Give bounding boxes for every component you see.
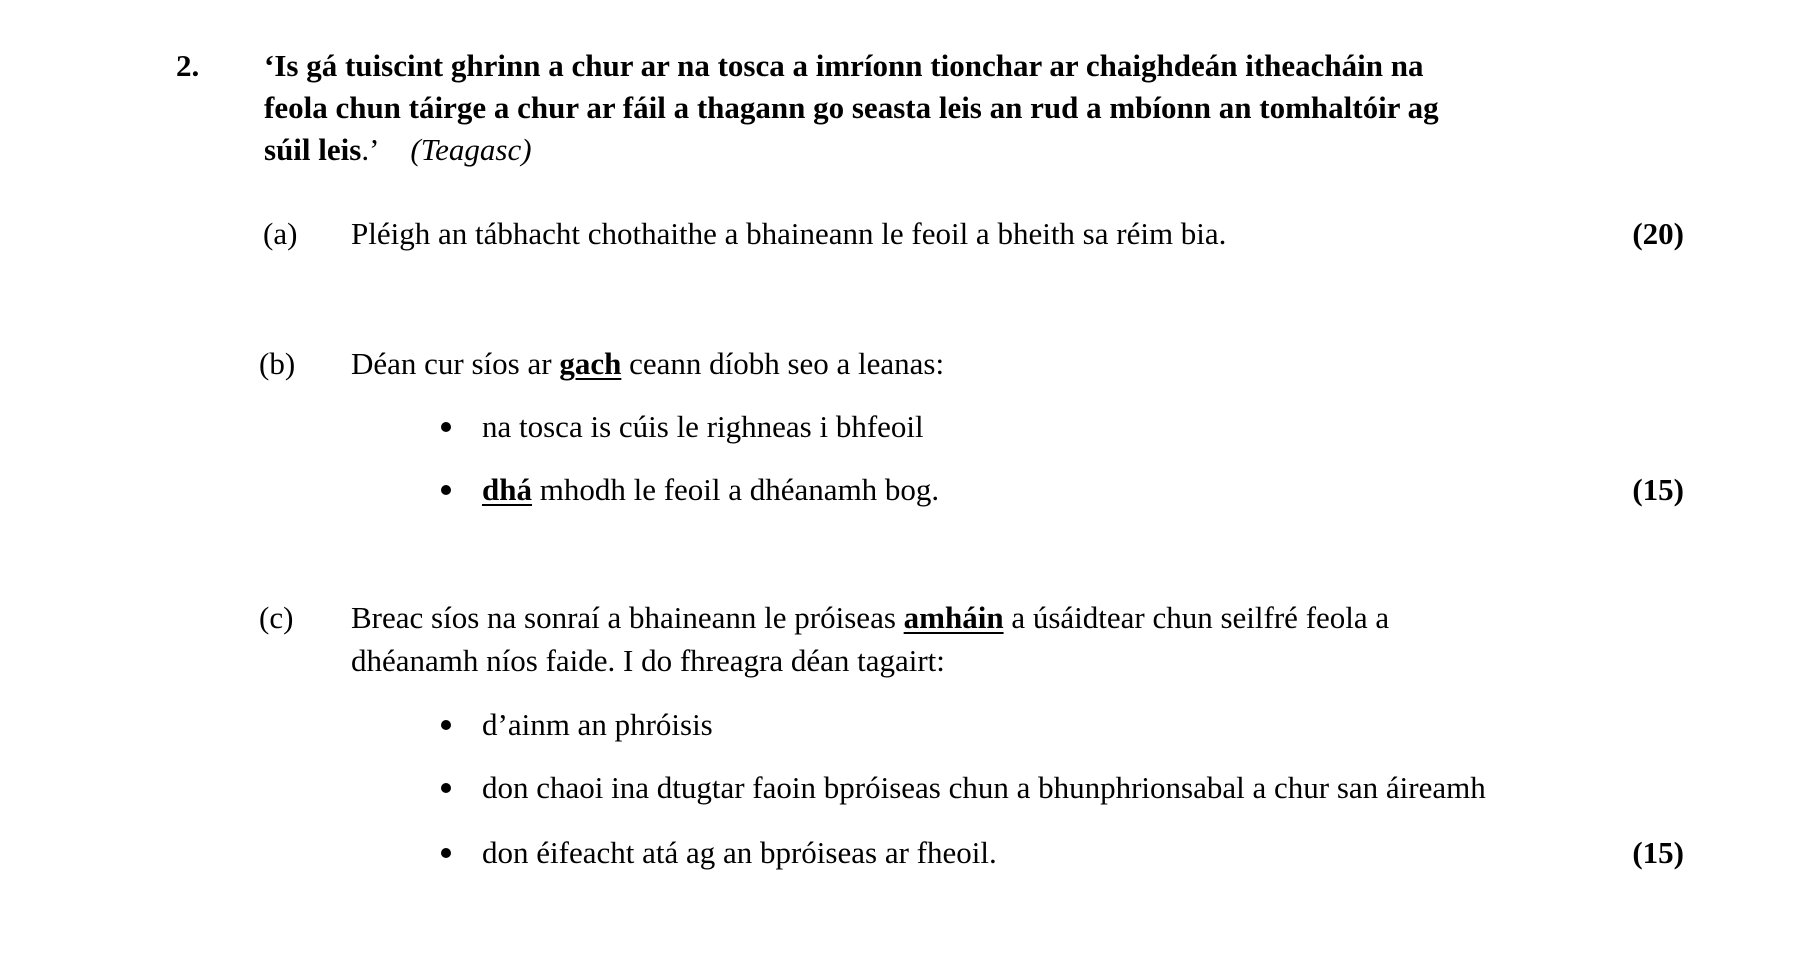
part-c-bullet-1: d’ainm an phróisis xyxy=(482,707,713,742)
quote-end: .’ xyxy=(361,132,380,167)
part-a-marks: (20) xyxy=(1632,216,1684,251)
part-a-text: Pléigh an tábhacht chothaithe a bhaineann le feoil a bheith sa réim bia. xyxy=(351,216,1227,251)
part-c-marks: (15) xyxy=(1632,835,1684,870)
part-b-text-after: ceann díobh seo a leanas: xyxy=(621,346,945,381)
part-c-bullet-3: don éifeacht atá ag an bpróiseas ar fheoil. xyxy=(482,835,997,870)
part-c-line-2: dhéanamh níos faide. I do fhreagra déan tagairt: xyxy=(351,643,945,678)
part-b-emphasis: gach xyxy=(559,346,622,381)
part-c-bullet-2: don chaoi ina dtugtar faoin bpróiseas chun a bhunphrionsabal a chur san áireamh xyxy=(482,770,1486,805)
part-c-emphasis: amháin xyxy=(903,600,1004,635)
quote-line-2: feola chun táirge a chur ar fáil a thagann go seasta leis an rud a mbíonn an tomhaltóir ag xyxy=(264,90,1439,125)
quote-source: (Teagasc) xyxy=(410,132,532,167)
quote-line-3 xyxy=(264,132,532,168)
part-b-text xyxy=(351,346,944,382)
part-c-text xyxy=(351,600,1389,636)
part-c-text-before: Breac síos na sonraí a bhaineann le próiseas xyxy=(351,600,904,635)
part-c-label: (c) xyxy=(259,600,294,635)
bullet-icon xyxy=(441,848,451,858)
quote-line-3-text: súil leis xyxy=(264,132,362,167)
question-number: 2. xyxy=(176,48,200,83)
part-b-bullet-2-text: mhodh le feoil a dhéanamh bog. xyxy=(531,472,940,507)
part-b-bullet-2-emphasis: dhá xyxy=(482,472,532,507)
part-c-text-after: a úsáidtear chun seilfré feola a xyxy=(1003,600,1390,635)
part-a-label: (a) xyxy=(263,216,298,251)
bullet-icon xyxy=(441,485,451,495)
part-b-text-before: Déan cur síos ar xyxy=(351,346,560,381)
part-b-bullet-2 xyxy=(482,472,939,508)
part-b-marks: (15) xyxy=(1632,472,1684,507)
bullet-icon xyxy=(441,422,451,432)
bullet-icon xyxy=(441,783,451,793)
bullet-icon xyxy=(441,720,451,730)
quote-line-1: ‘Is gá tuiscint ghrinn a chur ar na tosca a imríonn tionchar ar chaighdeán itheacháin na xyxy=(264,48,1424,83)
part-b-label: (b) xyxy=(259,346,296,381)
part-b-bullet-1: na tosca is cúis le righneas i bhfeoil xyxy=(482,409,924,444)
